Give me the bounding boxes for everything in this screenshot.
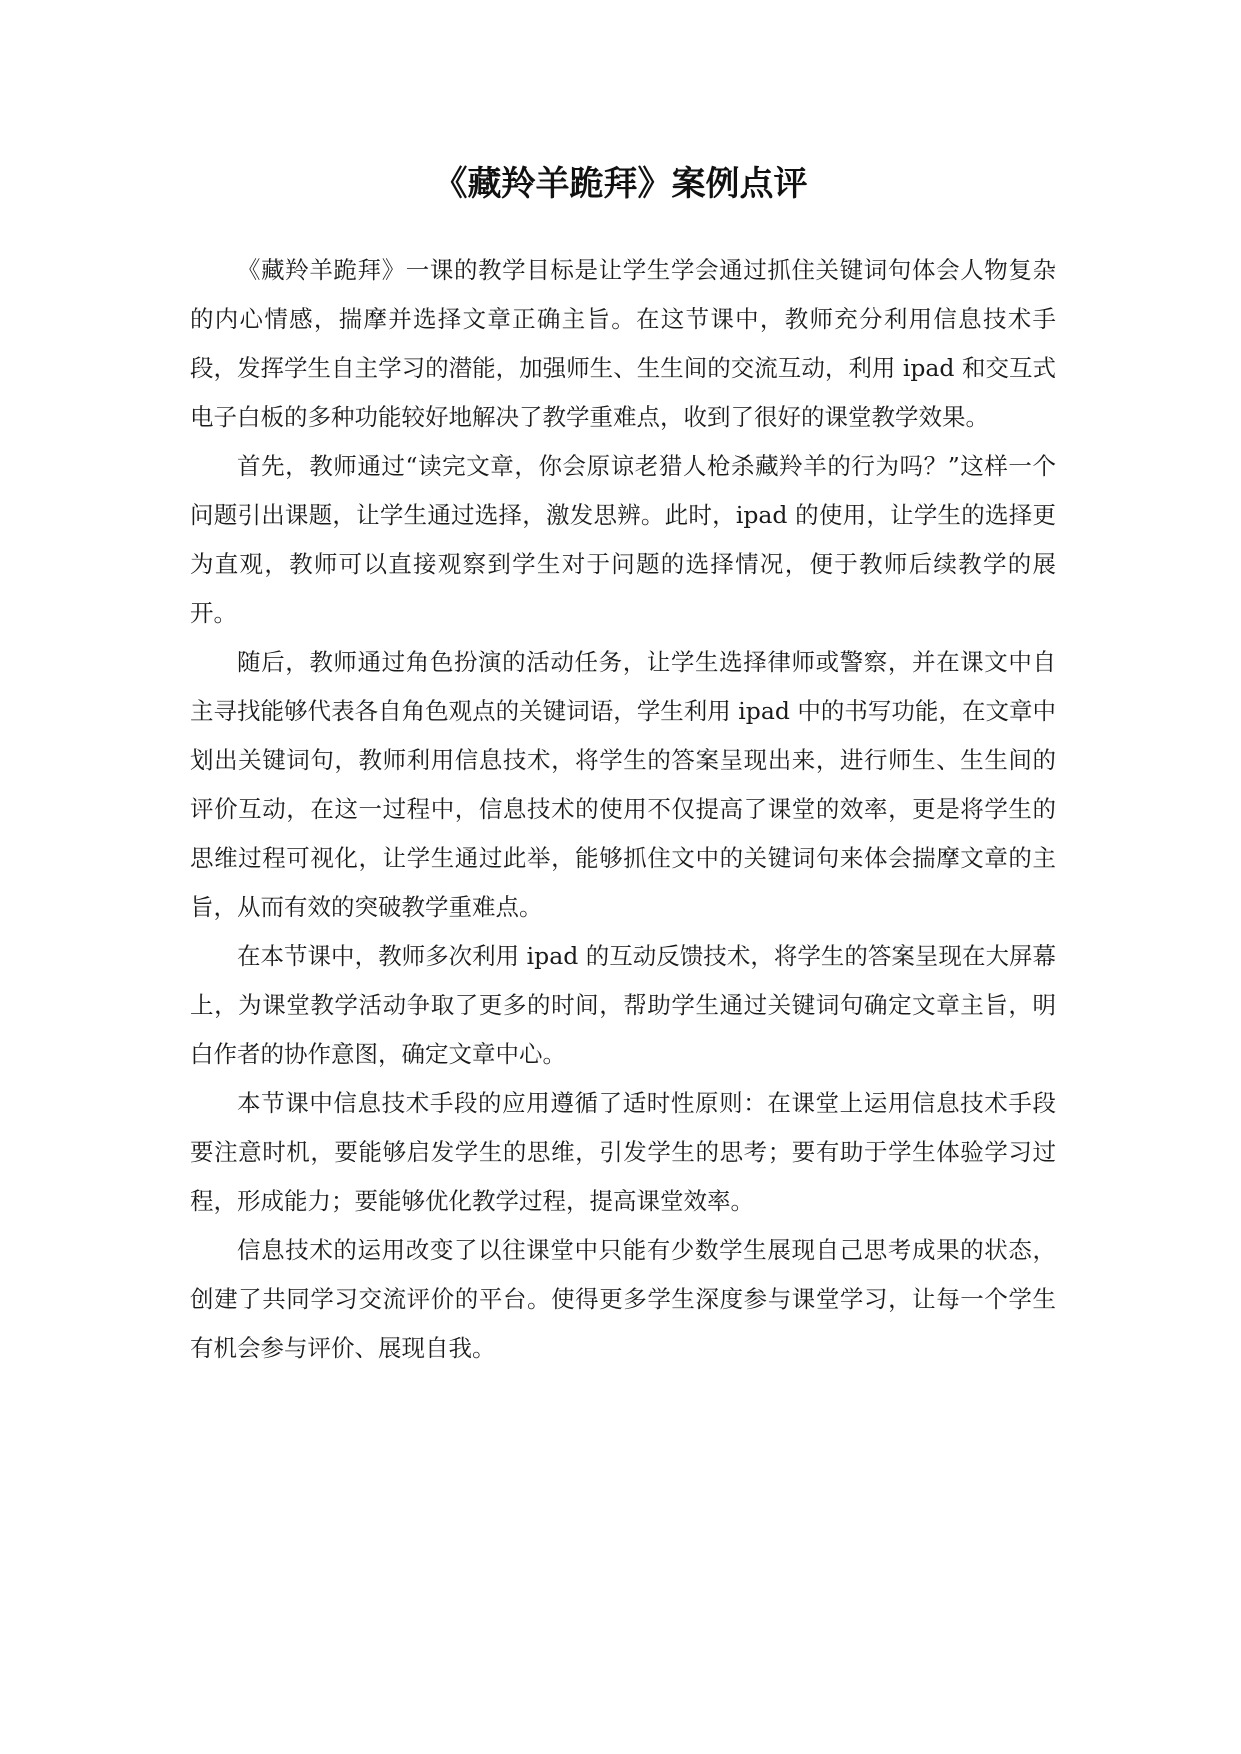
- paragraph-5: 本节课中信息技术手段的应用遵循了适时性原则：在课堂上运用信息技术手段要注意时机，要能够启发学生的思维，引发学生的思考；要有助于学生体验学习过程，形成能力；要能够优化教学过程，提高课堂效率。: [190, 1089, 1056, 1215]
- paragraph-3: 随后，教师通过角色扮演的活动任务，让学生选择律师或警察，并在课文中自主寻找能够代表各自角色观点的关键词语，学生利用 ipad 中的书写功能，在文章中划出关键词句，教师利用信息技术，将学生的答案呈现出来，进行师生、生生间的评价互动，在这一过程中，信息技术的使用不仅提高了课堂的效率，更是将学生的思维过程可视化，让学生通过此举，能够抓住文中的关键词句来体会揣摩文章的主旨，从而有效的突破教学重难点。: [190, 648, 1056, 921]
- document-title: 《藏羚羊跪拜》案例点评: [433, 164, 808, 204]
- paragraph-2: 首先，教师通过“读完文章，你会原谅老猎人枪杀藏羚羊的行为吗？”这样一个问题引出课题，让学生通过选择，激发思辨。此时，ipad 的使用，让学生的选择更为直观，教师可以直接观察到学生对于问题的选择情况，便于教师后续教学的展开。: [190, 452, 1056, 627]
- document-body: [190, 246, 1056, 1373]
- paragraph-1: 《藏羚羊跪拜》一课的教学目标是让学生学会通过抓住关键词句体会人物复杂的内心情感，揣摩并选择文章正确主旨。在这节课中，教师充分利用信息技术手段，发挥学生自主学习的潜能，加强师生、生生间的交流互动，利用 ipad 和交互式电子白板的多种功能较好地解决了教学重难点，收到了很好的课堂教学效果。: [190, 256, 1056, 431]
- paragraph-6: 信息技术的运用改变了以往课堂中只能有少数学生展现自己思考成果的状态，创建了共同学习交流评价的平台。使得更多学生深度参与课堂学习，让每一个学生有机会参与评价、展现自我。: [190, 1236, 1056, 1362]
- paragraph-4: 在本节课中，教师多次利用 ipad 的互动反馈技术，将学生的答案呈现在大屏幕上，为课堂教学活动争取了更多的时间，帮助学生通过关键词句确定文章主旨，明白作者的协作意图，确定文章中心。: [190, 942, 1056, 1068]
